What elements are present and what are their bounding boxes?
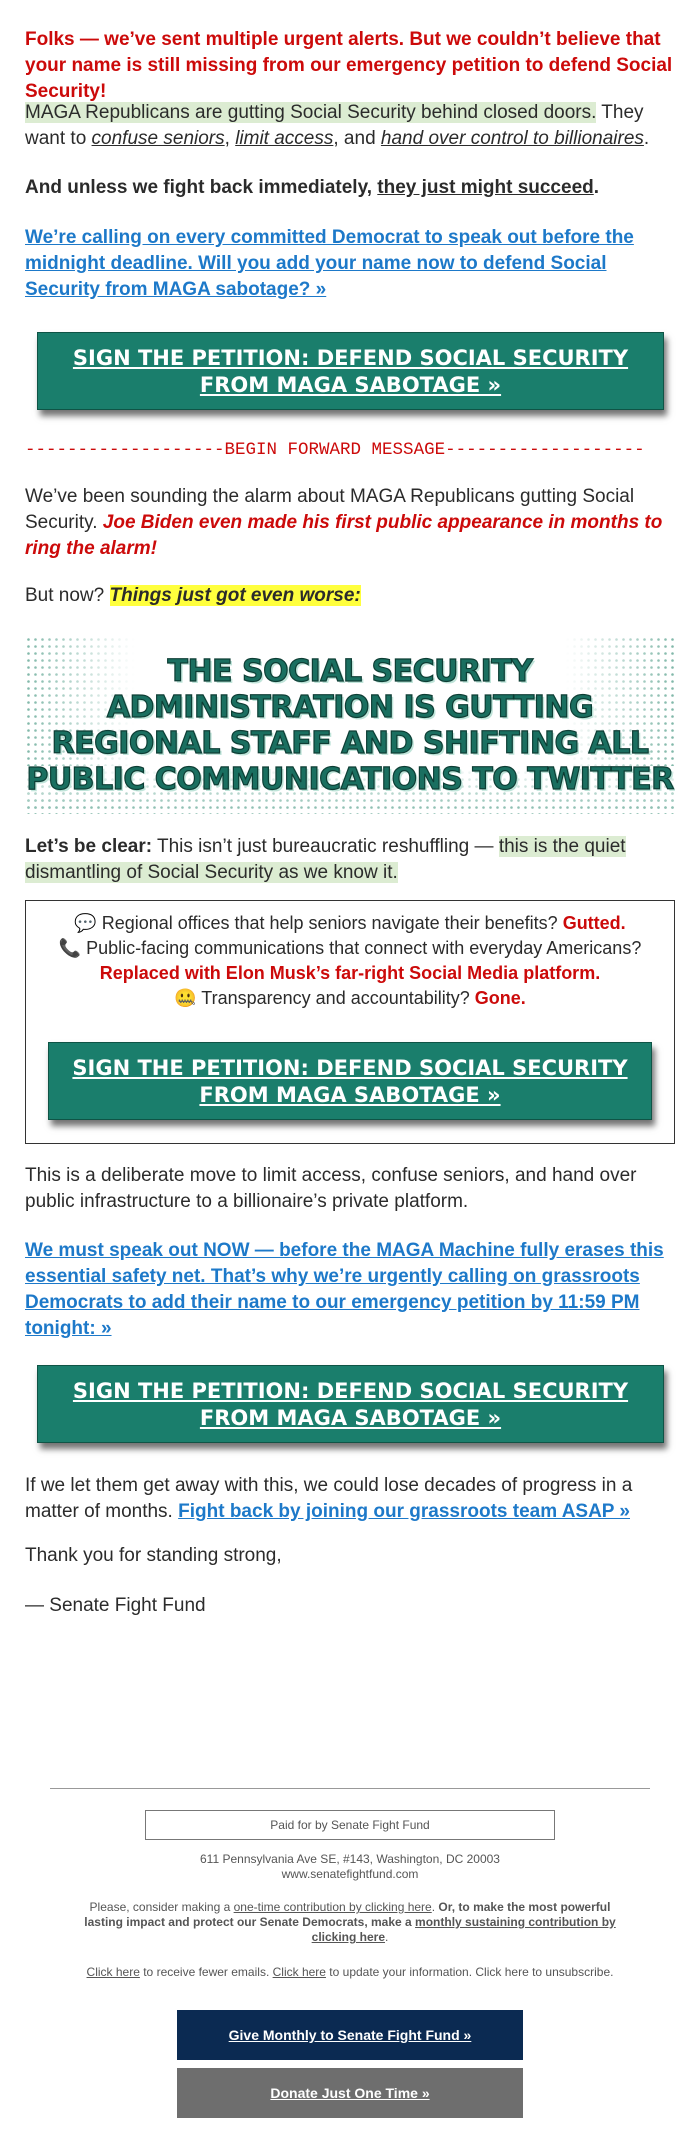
limit-access-link[interactable]: limit access — [235, 128, 334, 149]
website-text: www.senatefightfund.com — [281, 1867, 419, 1881]
dismantling-highlight: this is the quiet dismantling of Social Security as we know it. — [25, 836, 626, 883]
confuse-seniors-link[interactable]: confuse seniors — [91, 128, 225, 149]
fewer-emails-text: to receive fewer emails. — [139, 1965, 273, 1979]
reshuffling-text: This isn’t just bureaucratic reshuffling — — [152, 836, 499, 857]
lasting-impact-text: Or, to make the most powerful lasting impact and protect our Senate Democrats, make a — [84, 1900, 611, 1929]
transparency-item — [46, 986, 654, 1011]
biden-alarm-text: Joe Biden even made his first public appearance in months to ring the alarm! — [25, 512, 663, 559]
one-time-contribution-link[interactable]: one-time contribution by clicking here — [233, 1900, 432, 1914]
fewer-emails-link[interactable]: Click here — [86, 1965, 140, 1979]
monthly-contribution-link[interactable]: monthly sustaining contribution by clicking here — [311, 1915, 616, 1944]
update-info-text: to update your information. Click here to unsubscribe. — [325, 1965, 614, 1979]
sounding-alarm-text: We’ve been sounding the alarm about MAGA Republicans gutting Social Security. — [25, 486, 635, 533]
period-text: . — [431, 1900, 439, 1914]
communications-text: Public-facing communications that connect with everyday Americans? — [81, 938, 642, 958]
paid-for-box: Paid for by Senate Fight Fund — [145, 1810, 555, 1840]
but-now-text: But now? — [25, 585, 110, 606]
update-info-link[interactable]: Click here — [272, 1965, 326, 1979]
got-worse-highlight: Things just got even worse: — [109, 585, 361, 606]
banner-line: ADMINISTRATION IS GUTTING — [106, 690, 594, 725]
fight-back-text: And unless we fight back immediately, — [25, 177, 378, 198]
billionaires-link[interactable]: hand over control to billionaires — [380, 128, 644, 149]
ssa-headline-banner — [25, 636, 675, 814]
signature-text: — Senate Fight Fund — [25, 1595, 206, 1616]
gutted-text: Gutted. — [562, 913, 626, 933]
sep-text: , and — [333, 128, 381, 149]
donate-once-button[interactable]: Donate Just One Time » — [177, 2068, 523, 2118]
thank-you-text: Thank you for standing strong, — [25, 1545, 282, 1566]
sounding-alarm-paragraph — [25, 484, 675, 562]
gone-text: Gone. — [474, 988, 526, 1008]
speak-out-now-link[interactable]: We must speak out NOW — before the MAGA Machine fully erases this essential safety net. That’s why we’re urgently calling on grassroots Democrats to add their name to our emergency petition by 11:59 PM tonight: » — [25, 1240, 664, 1339]
contribution-text — [70, 1900, 630, 1945]
lose-progress-text: If we let them get away with this, we could lose decades of progress in a matter of months. — [25, 1475, 633, 1522]
midnight-deadline-link[interactable]: We’re calling on every committed Democrat to speak out before the midnight deadline. Will you add your name now to defend Social Security from MAGA sabotage? » — [25, 227, 634, 300]
footer-divider — [50, 1788, 650, 1789]
gutting-paragraph — [25, 100, 675, 152]
gutting-text: They want to — [25, 102, 644, 149]
lose-progress-paragraph — [25, 1473, 675, 1525]
zipper-mouth-icon: 🤐 — [174, 988, 197, 1008]
sep-text: , — [224, 128, 236, 149]
sign-petition-button[interactable]: SIGN THE PETITION: DEFEND SOCIAL SECURITY FROM MAGA SABOTAGE » — [37, 332, 664, 410]
deliberate-move-paragraph: This is a deliberate move to limit access, confuse seniors, and hand over public infrastructure to a billionaire’s private platform. — [25, 1165, 637, 1212]
email-prefs-text — [25, 1965, 675, 1980]
fight-back-paragraph — [25, 175, 675, 201]
lets-be-clear-bold: Let’s be clear: — [25, 836, 153, 857]
give-monthly-button[interactable]: Give Monthly to Senate Fight Fund » — [177, 2010, 523, 2060]
join-team-link[interactable]: Fight back by joining our grassroots team ASAP » — [178, 1501, 630, 1522]
period-text: . — [593, 177, 600, 198]
footer-address — [25, 1852, 675, 1882]
banner-line: PUBLIC COMMUNICATIONS TO TWITTER — [26, 762, 674, 797]
lets-be-clear-paragraph — [25, 834, 675, 886]
musk-platform-text: Replaced with Elon Musk’s far-right Social Media platform. — [99, 963, 601, 983]
banner-headline — [25, 654, 675, 798]
worse-paragraph — [25, 583, 675, 609]
regional-offices-text: Regional offices that help seniors navigate their benefits? — [96, 913, 563, 933]
banner-line: THE SOCIAL SECURITY — [167, 654, 533, 689]
urgent-alert-text: Folks — we’ve sent multiple urgent alerts. But we couldn’t believe that your name is still missing from our emergency petition to defend Social Security! — [25, 29, 673, 102]
gutting-highlight: MAGA Republicans are gutting Social Security behind closed doors. — [25, 102, 597, 123]
sign-petition-button[interactable]: SIGN THE PETITION: DEFEND SOCIAL SECURITY FROM MAGA SABOTAGE » — [48, 1042, 652, 1120]
speech-bubble-icon: 💬 — [74, 913, 97, 933]
might-succeed-text: they just might succeed — [377, 177, 594, 198]
regional-offices-item — [46, 911, 654, 936]
transparency-text: Transparency and accountability? — [196, 988, 475, 1008]
phone-icon: 📞 — [58, 938, 82, 958]
consider-text: Please, consider making a — [89, 1900, 234, 1914]
impact-box — [25, 900, 675, 1144]
banner-line: REGIONAL STAFF AND SHIFTING ALL — [51, 726, 649, 761]
communications-item — [46, 936, 654, 961]
period-text: . — [385, 1930, 389, 1944]
forward-message-divider: -------------------BEGIN FORWARD MESSAGE------------------- — [25, 440, 645, 460]
address-text: 611 Pennsylvania Ave SE, #143, Washington, DC 20003 — [200, 1852, 500, 1866]
sign-petition-button[interactable]: SIGN THE PETITION: DEFEND SOCIAL SECURITY FROM MAGA SABOTAGE » — [37, 1365, 664, 1443]
period-text: . — [643, 128, 650, 149]
